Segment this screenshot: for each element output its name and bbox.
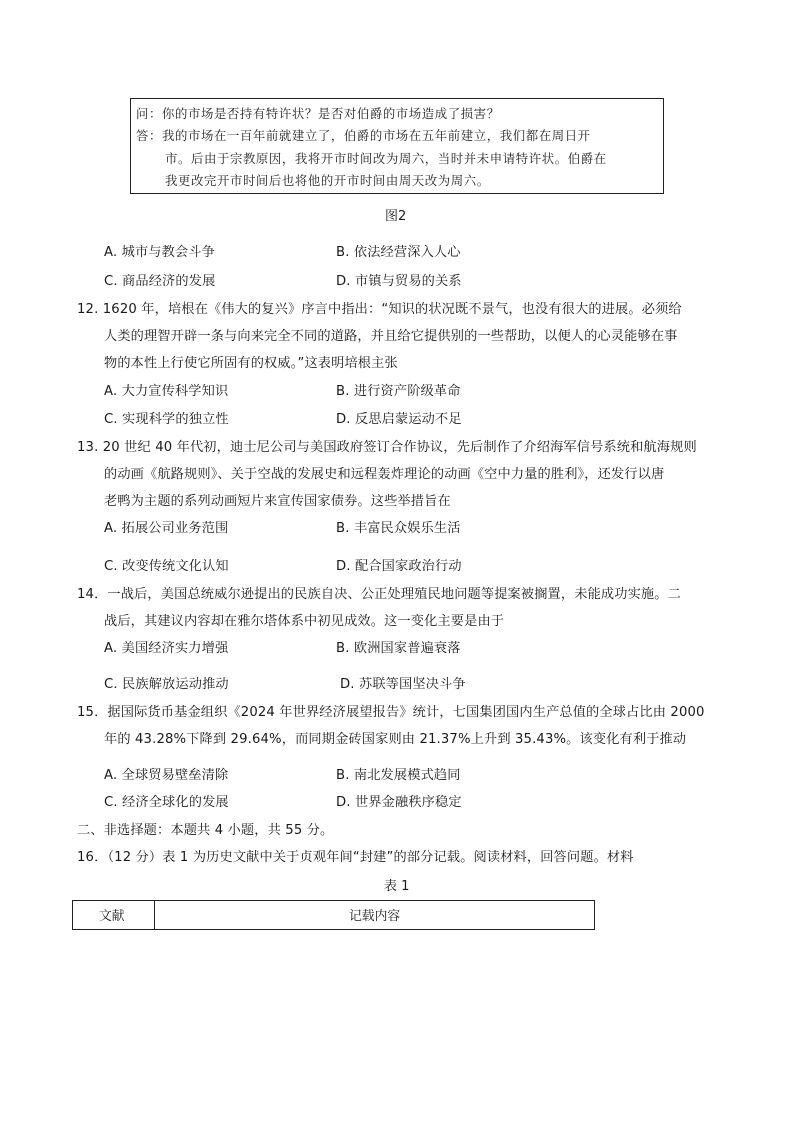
q14-option-a: A. 美国经济实力增强 — [104, 641, 229, 656]
q13-option-b: B. 丰富民众娱乐生活 — [336, 521, 461, 536]
q12-option-a: A. 大力宣传科学知识 — [104, 384, 229, 399]
figure-answer-line: 市。后由于宗教原因，我将开市时间改为周六，当时并未申请特许状。伯爵在 — [165, 151, 607, 166]
q14-option-c: C. 民族解放运动推动 — [104, 677, 229, 692]
q12-option-b: B. 进行资产阶级革命 — [336, 384, 461, 399]
table-column-divider — [154, 901, 155, 929]
q13-stem-line: 的动画《航路规则》、关于空战的发展史和远程轰炸理论的动画《空中力量的胜利》，还发行以唐 — [104, 467, 665, 482]
q12-stem-line: 12. 1620 年，培根在《伟大的复兴》序言中指出：“知识的状况既不景气，也没有很大的进展。必须给 — [77, 302, 682, 317]
q14-option-b: B. 欧洲国家普遍衰落 — [336, 641, 461, 656]
figure-question-line: 问：你的市场是否持有特许状？是否对伯爵的市场造成了损害？ — [136, 106, 500, 121]
q12-option-c: C. 实现科学的独立性 — [104, 412, 229, 427]
q15-option-d: D. 世界金融秩序稳定 — [336, 795, 462, 810]
q15-option-c: C. 经济全球化的发展 — [104, 795, 229, 810]
q11-option-c: C. 商品经济的发展 — [104, 274, 216, 289]
figure-answer-line: 答：我的市场在一百年前就建立了，伯爵的市场在五年前建立，我们都在周日开 — [136, 128, 591, 143]
q12-stem-line: 人类的理智开辟一条与向来完全不同的道路，并且给它提供别的一些帮助，以便人的心灵能够在事 — [104, 329, 678, 344]
q15-stem-line: 15．据国际货币基金组织《2024 年世界经济展望报告》统计，七国集团国内生产总值的全球占比由 2000 — [77, 705, 705, 720]
q13-stem-line: 13. 20 世纪 40 年代初，迪士尼公司与美国政府签订合作协议，先后制作了介绍海军信号系统和航海规则 — [77, 440, 697, 455]
q13-option-d: D. 配合国家政治行动 — [336, 559, 462, 574]
q11-option-b: B. 依法经营深入人心 — [336, 245, 461, 260]
table-header-source: 文献 — [99, 909, 125, 924]
q15-option-a: A. 全球贸易壁垒清除 — [104, 768, 229, 783]
q11-option-d: D. 市镇与贸易的关系 — [336, 274, 462, 289]
table-caption: 表 1 — [384, 879, 410, 894]
q14-option-d: D. 苏联等国坚决斗争 — [340, 677, 466, 692]
figure-answer-line: 我更改完开市时间后也将他的开市时间由周天改为周六。 — [165, 173, 490, 188]
q13-option-a: A. 拓展公司业务范围 — [104, 521, 229, 536]
figure-2-box — [130, 98, 664, 194]
q15-option-b: B. 南北发展模式趋同 — [336, 768, 461, 783]
q13-option-c: C. 改变传统文化认知 — [104, 559, 229, 574]
q12-stem-line: 物的本性上行使它所固有的权威。”这表明培根主张 — [104, 356, 398, 371]
q11-option-a: A. 城市与教会斗争 — [104, 245, 215, 260]
q16-stem-line: 16．（12 分）表 1 为历史文献中关于贞观年间“封建”的部分记载。阅读材料，回答问题。材料 — [77, 850, 634, 865]
q13-stem-line: 老鸭为主题的系列动画短片来宣传国家债券。这些举措旨在 — [104, 494, 451, 509]
figure-caption: 图2 — [385, 209, 407, 224]
table-1 — [72, 900, 595, 930]
q12-option-d: D. 反思启蒙运动不足 — [336, 412, 462, 427]
q14-stem-line: 14．一战后，美国总统威尔逊提出的民族自决、公正处理殖民地问题等提案被搁置，未能成功实施。二 — [77, 587, 681, 602]
table-header-content: 记载内容 — [349, 909, 401, 924]
q14-stem-line: 战后，其建议内容却在雅尔塔体系中初见成效。这一变化主要是由于 — [104, 614, 505, 629]
section-heading: 二、非选择题：本题共 4 小题，共 55 分。 — [77, 823, 334, 838]
q15-stem-line: 年的 43.28%下降到 29.64%，而同期金砖国家则由 21.37%上升到 35.43%。该变化有利于推动 — [104, 732, 687, 747]
